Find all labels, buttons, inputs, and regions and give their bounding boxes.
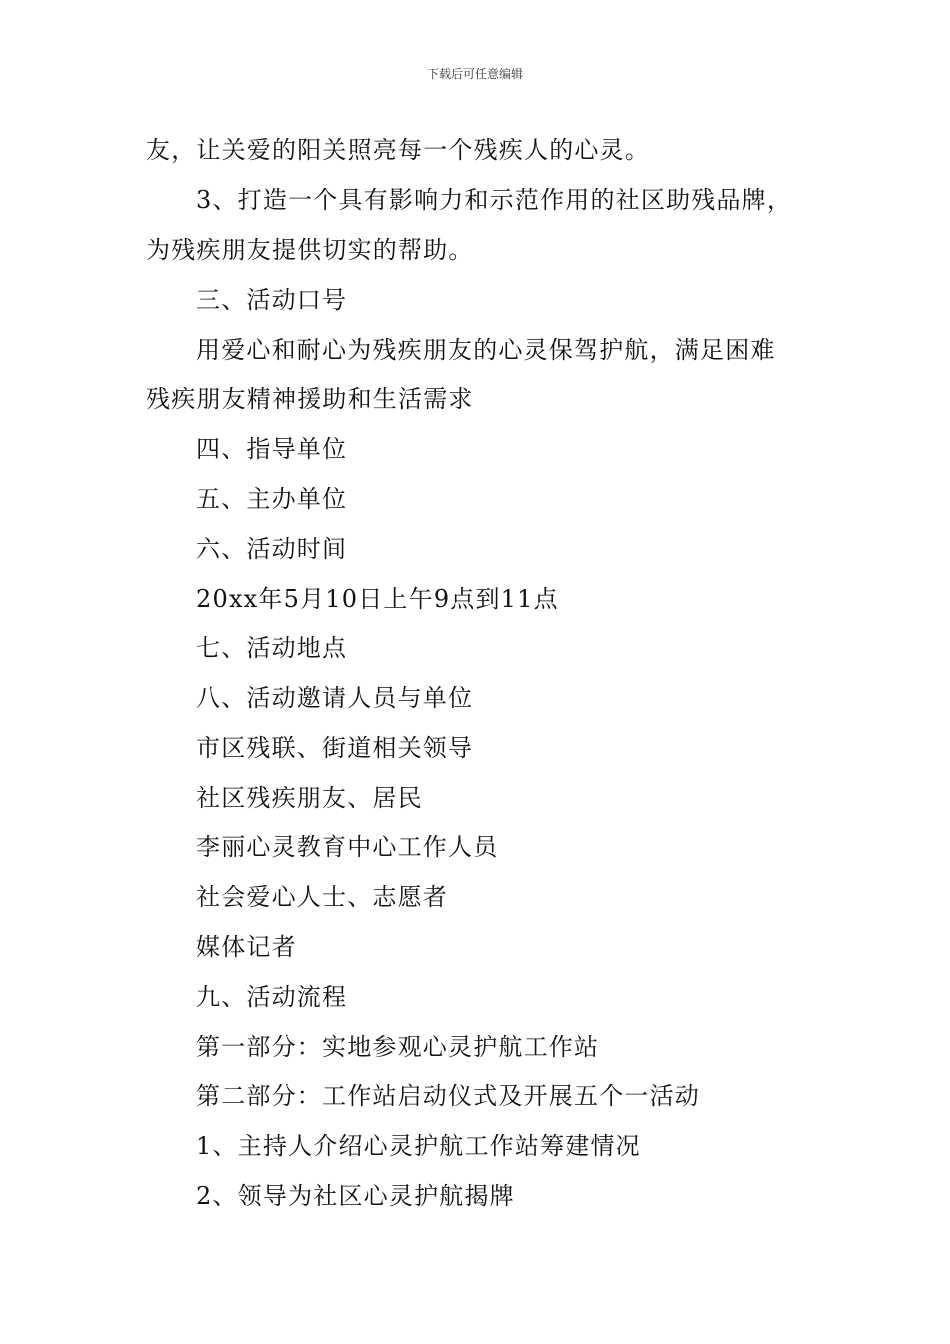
section-heading: 七、活动地点: [196, 634, 348, 662]
section-heading: 八、活动邀请人员与单位: [196, 684, 474, 712]
paragraph-line: 1、主持人介绍心灵护航工作站筹建情况: [196, 1132, 641, 1160]
section-heading: 六、活动时间: [196, 535, 348, 563]
paragraph-line: 用爱心和耐心为残疾朋友的心灵保驾护航，满足困难: [196, 336, 776, 364]
paragraph-line: 残疾朋友精神援助和生活需求: [146, 385, 474, 413]
page-header-note: 下载后可任意编辑: [426, 67, 523, 81]
section-heading: 四、指导单位: [196, 435, 348, 463]
paragraph-line: 李丽心灵教育中心工作人员: [196, 833, 499, 861]
paragraph-line: 社会爱心人士、志愿者: [196, 883, 448, 911]
section-heading: 五、主办单位: [196, 485, 348, 513]
paragraph-line: 为残疾朋友提供切实的帮助。: [146, 236, 474, 264]
paragraph-line: 媒体记者: [196, 933, 297, 961]
paragraph-line: 第一部分：实地参观心灵护航工作站: [196, 1033, 600, 1061]
paragraph-line: 20xx年5月10日上午9点到11点: [196, 585, 559, 613]
paragraph-line: 2、领导为社区心灵护航揭牌: [196, 1182, 515, 1210]
paragraph-line: 友，让关爱的阳关照亮每一个残疾人的心灵。: [146, 136, 650, 164]
section-heading: 九、活动流程: [196, 983, 348, 1011]
paragraph-line: 第二部分：工作站启动仪式及开展五个一活动: [196, 1082, 700, 1110]
paragraph-line: 社区残疾朋友、居民: [196, 784, 423, 812]
section-heading: 三、活动口号: [196, 286, 348, 314]
paragraph-line: 3、打造一个具有影响力和示范作用的社区助残品牌，: [196, 186, 793, 214]
paragraph-line: 市区残联、街道相关领导: [196, 734, 474, 762]
